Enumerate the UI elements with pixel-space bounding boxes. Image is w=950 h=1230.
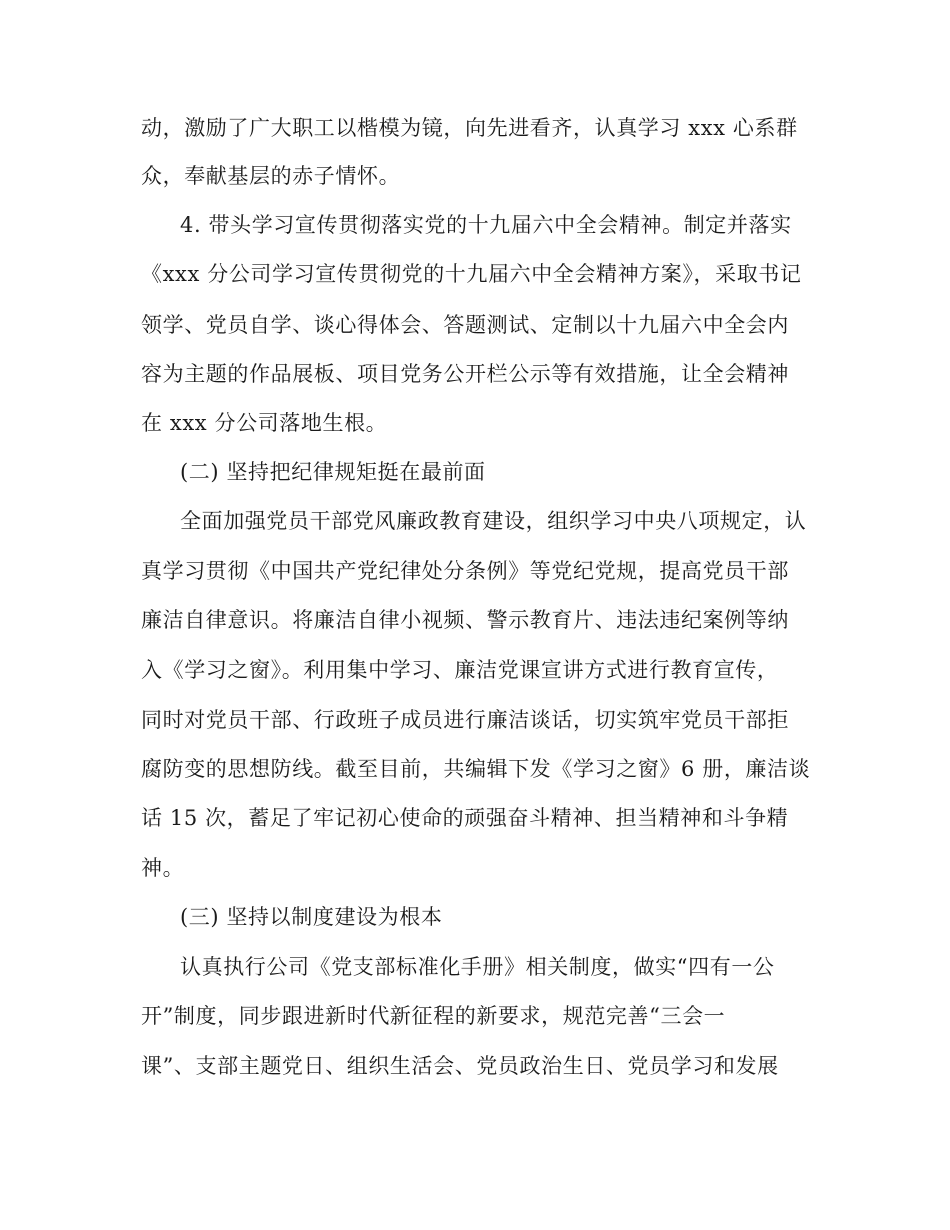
paragraph-line: 动，激励了广大职工以楷模为镜，向先进看齐，认真学习 xxx 心系群 <box>141 116 798 140</box>
paragraph-line: 4. 带头学习宣传贯彻落实党的十九届六中全会精神。制定并落实 <box>180 213 792 237</box>
paragraph-line: 认真执行公司《党支部标准化手册》相关制度，做实“四有一公 <box>180 955 775 979</box>
paragraph-line: 入《学习之窗》。利用集中学习、廉洁党课宣讲方式进行教育宣传， <box>141 658 779 682</box>
paragraph-line: 开”制度，同步跟进新时代新征程的新要求，规范完善“三会一 <box>141 1004 726 1028</box>
paragraph-line: 领学、党员自学、谈心得体会、答题测试、定制以十九届六中全会内 <box>141 313 789 337</box>
paragraph-line: 神。 <box>141 856 185 880</box>
paragraph-line: 同时对党员干部、行政班子成员进行廉洁谈话，切实筑牢党员干部拒 <box>141 708 789 732</box>
section-heading: (三) 坚持以制度建设为根本 <box>180 905 443 929</box>
paragraph-line: 容为主题的作品展板、项目党务公开栏公示等有效措施，让全会精神 <box>141 362 789 386</box>
paragraph-line: 真学习贯彻《中国共产党纪律处分条例》等党纪党规，提高党员干部 <box>141 559 789 583</box>
paragraph-line: 话 15 次，蓄足了牢记初心使命的顽强奋斗精神、担当精神和斗争精 <box>141 806 789 830</box>
paragraph-line: 全面加强党员干部党风廉政教育建设，组织学习中央八项规定，认 <box>180 509 807 533</box>
paragraph-line: 众，奉献基层的赤子情怀。 <box>141 164 401 188</box>
paragraph-line: 课”、支部主题党日、组织生活会、党员政治生日、党员学习和发展 <box>141 1054 779 1078</box>
paragraph-line: 腐防变的思想防线。截至目前，共编辑下发《学习之窗》6 册，廉洁谈 <box>141 757 811 781</box>
paragraph-line: 廉洁自律意识。将廉洁自律小视频、警示教育片、违法违纪案例等纳 <box>141 608 789 632</box>
paragraph-line: 《xxx 分公司学习宣传贯彻党的十九届六中全会精神方案》，采取书记 <box>141 262 802 286</box>
paragraph-line: 在 xxx 分公司落地生根。 <box>141 411 388 435</box>
section-heading: (二) 坚持把纪律规矩挺在最前面 <box>180 460 486 484</box>
